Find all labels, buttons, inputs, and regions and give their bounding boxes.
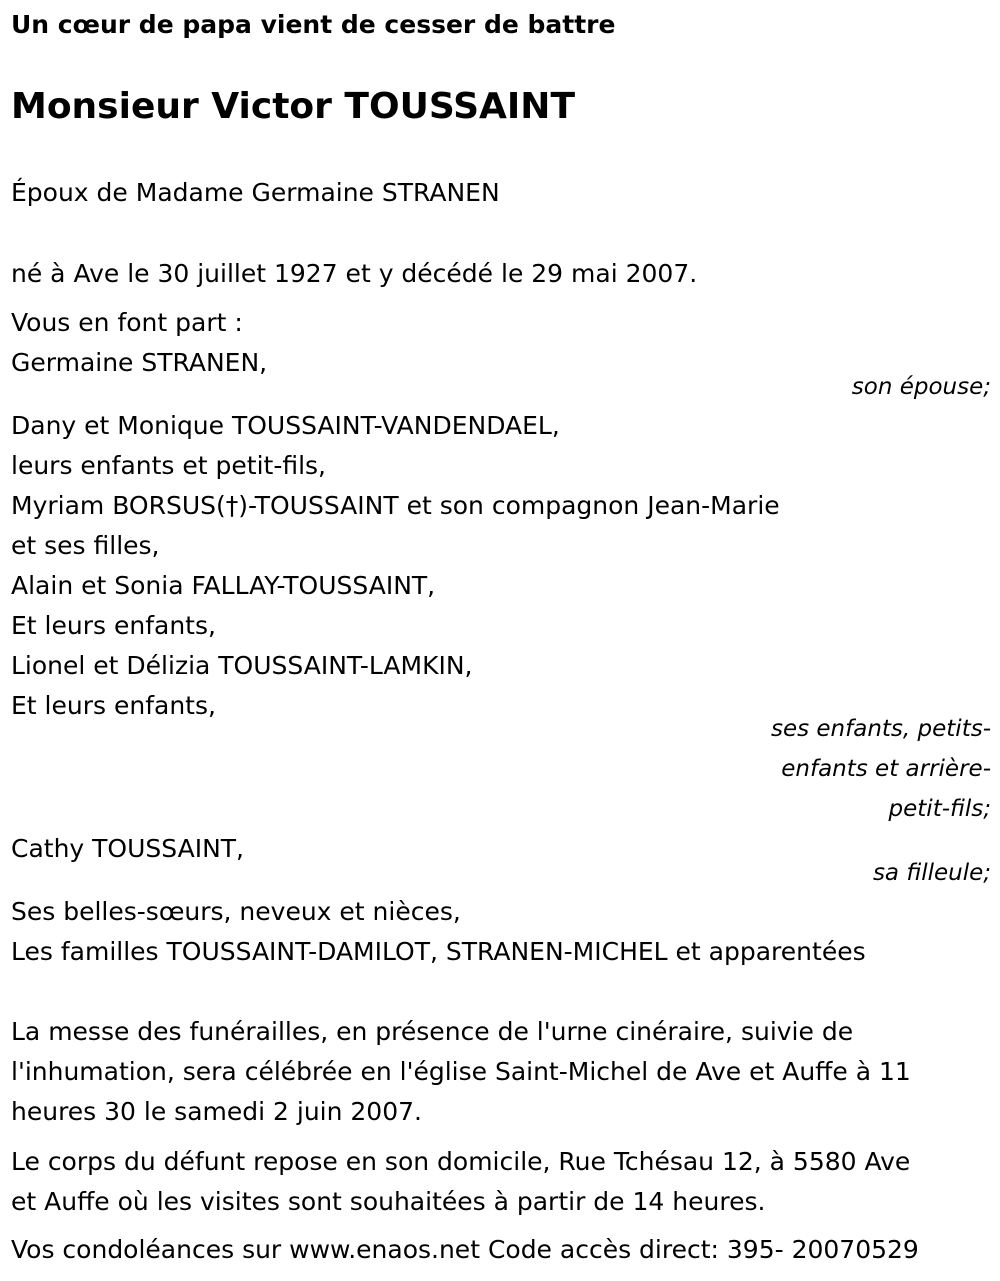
children-role-line: petit-fils;	[888, 796, 991, 822]
children-line: Myriam BORSUS(†)-TOUSSAINT et son compagnon Jean-Marie	[11, 491, 780, 520]
children-line: Alain et Sonia FALLAY-TOUSSAINT,	[11, 571, 436, 600]
children-role-line: enfants et arrière-	[781, 756, 991, 782]
children-line: Dany et Monique TOUSSAINT-VANDENDAEL,	[11, 411, 560, 440]
notice-subtitle: Un cœur de papa vient de cesser de battre	[11, 10, 616, 39]
children-line: Et leurs enfants,	[11, 691, 216, 720]
family-line: Ses belles-sœurs, neveux et nièces,	[11, 897, 461, 926]
goddaughter-name: Cathy TOUSSAINT,	[11, 834, 245, 863]
children-line: Lionel et Délizia TOUSSAINT-LAMKIN,	[11, 651, 473, 680]
funeral-line: La messe des funérailles, en présence de l'urne cinéraire, suivie de	[11, 1017, 854, 1046]
condolences-line: Vos condoléances sur www.enaos.net Code accès direct: 395- 20070529	[11, 1235, 919, 1264]
visitation-line: Le corps du défunt repose en son domicile, Rue Tchésau 12, à 5580 Ave	[11, 1147, 911, 1176]
funeral-line: heures 30 le samedi 2 juin 2007.	[11, 1097, 422, 1126]
birth-death-line: né à Ave le 30 juillet 1927 et y décédé le 29 mai 2007.	[11, 259, 698, 288]
deceased-name: Monsieur Victor TOUSSAINT	[11, 86, 575, 127]
children-role-line: ses enfants, petits-	[770, 716, 991, 742]
family-line: Les familles TOUSSAINT-DAMILOT, STRANEN-MICHEL et apparentées	[11, 937, 866, 966]
children-line: leurs enfants et petit-fils,	[11, 451, 327, 480]
obituary-notice	[11, 0, 991, 1281]
children-line: Et leurs enfants,	[11, 611, 216, 640]
funeral-line: l'inhumation, sera célébrée en l'église Saint-Michel de Ave et Auffe à 11	[11, 1057, 911, 1086]
children-line: et ses filles,	[11, 531, 160, 560]
spouse-line: Époux de Madame Germaine STRANEN	[11, 178, 500, 207]
visitation-line: et Auffe où les visites sont souhaitées à partir de 14 heures.	[11, 1187, 766, 1216]
goddaughter-role: sa filleule;	[872, 860, 991, 886]
intro-line: Vous en font part :	[11, 308, 243, 337]
spouse-name: Germaine STRANEN,	[11, 348, 268, 377]
spouse-role: son épouse;	[851, 374, 991, 400]
